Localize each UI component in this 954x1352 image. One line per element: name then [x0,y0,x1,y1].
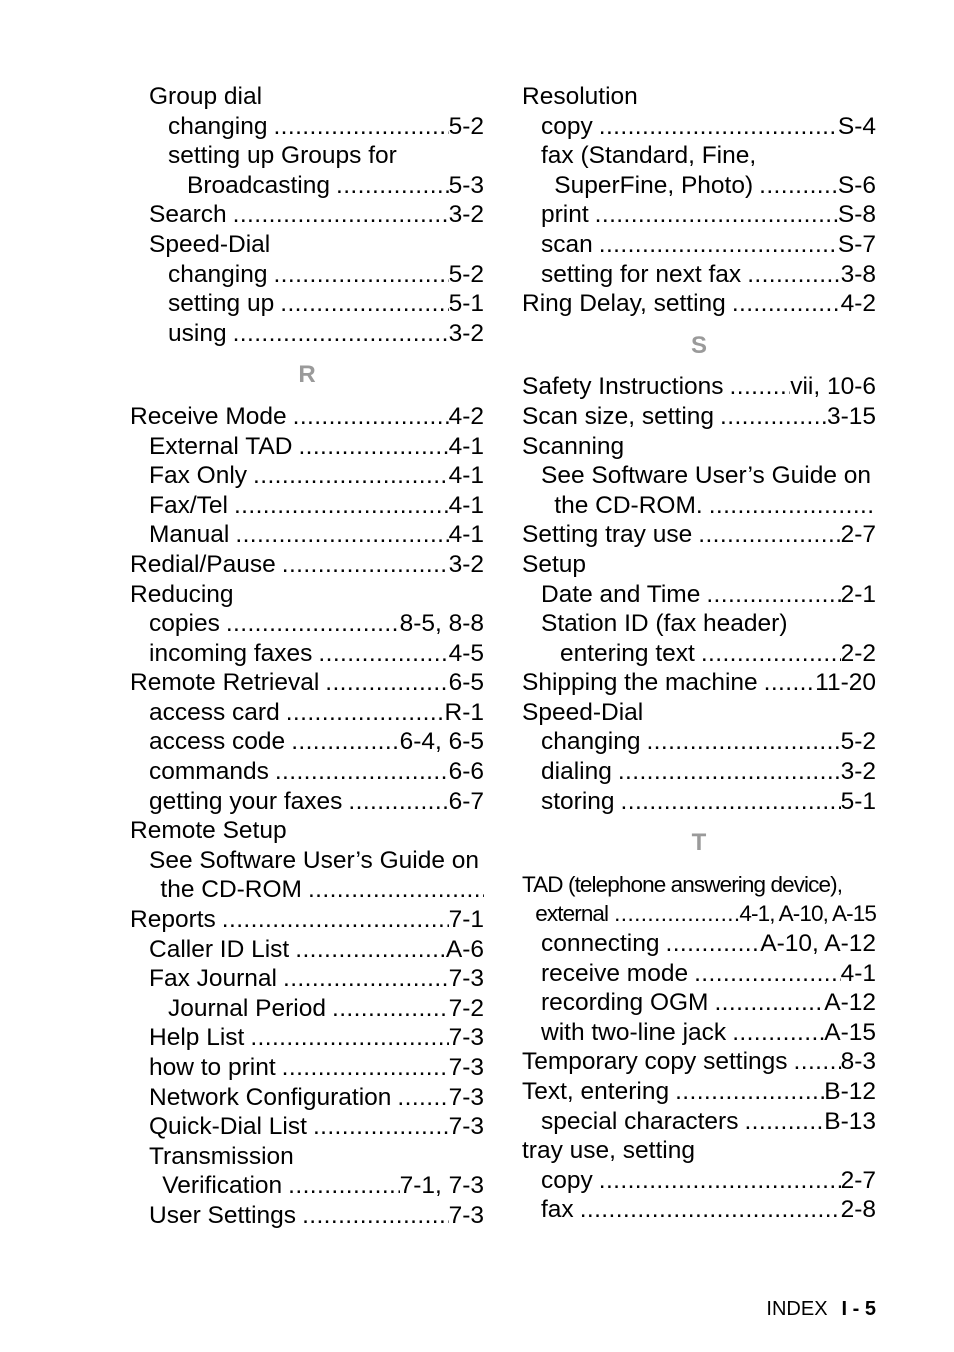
page-reference: 4-1, A-10, A-15 [739,901,876,927]
index-entry [130,580,484,610]
dot-leader [599,112,838,142]
page-reference: 5-2 [840,728,876,756]
index-entry [522,870,876,900]
index-term: Speed-Dial [522,698,644,726]
section-letter-heading: T [691,829,707,857]
index-term: external [535,901,609,927]
index-term: Verification [162,1172,283,1200]
index-term: Station ID (fax header) [541,610,788,638]
index-term: storing [541,787,615,815]
dot-leader [348,787,448,817]
index-entry [130,1083,484,1113]
page-reference: 2-2 [840,639,876,667]
page-reference: 8-5, 8-8 [399,610,484,638]
index-term: Scan size, setting [522,402,715,430]
index-term: changing [541,728,641,756]
index-term: Group dial [149,83,263,110]
page-reference: R-1 [444,698,484,726]
index-term: Search [149,201,227,229]
page-reference: 7-3 [448,1201,484,1229]
index-entry [130,609,484,639]
index-term: Speed-Dial [149,230,271,258]
index-term: using [168,319,227,347]
dot-leader [253,461,449,491]
index-entry [130,112,484,142]
page-reference: 6-7 [448,787,484,815]
dot-leader [759,171,838,201]
index-entry [130,639,484,669]
dot-leader [325,668,448,698]
dot-leader [298,432,448,462]
page-reference: 5-3 [448,171,484,199]
index-entry [522,112,876,142]
section-gap [522,319,876,331]
index-term: print [541,201,589,229]
index-entry [522,929,876,959]
index-term: fax (Standard, Fine, [541,142,757,170]
page-reference: 3-2 [448,550,484,578]
page-reference: 2-7 [840,521,876,549]
dot-leader [235,520,448,550]
section-letter-heading: S [690,331,707,359]
dot-leader [720,402,827,432]
index-entry [130,319,484,349]
page-reference: 6-6 [448,758,484,786]
page-reference: 3-8 [840,260,876,288]
index-term: copies [149,610,220,638]
index-term: copy [541,112,593,140]
index-term: Safety Instructions [522,373,724,401]
index-term: access code [149,728,286,756]
dot-leader [595,200,838,230]
dot-leader [694,959,841,989]
index-entry [130,994,484,1024]
page-reference: 2-1 [840,580,876,608]
index-term: setting up Groups for [168,142,397,170]
index-entry [130,289,484,319]
dot-leader [291,727,399,757]
dot-leader [646,727,840,757]
index-term: how to print [149,1054,276,1081]
index-entry [522,402,876,432]
index-entry [130,200,484,230]
section-letter-heading: R [298,361,316,389]
page-reference: 5-1 [840,787,876,815]
dot-leader [621,787,841,817]
index-entry [522,1195,876,1225]
dot-leader [283,964,449,994]
index-term: with two-line jack [541,1018,727,1046]
index-entry [522,727,876,757]
dot-leader [313,1112,449,1142]
index-entry [522,289,876,319]
dot-leader [233,200,449,230]
index-entry [522,82,876,112]
page-reference: 7-1, 7-3 [399,1172,484,1200]
page-reference: A-12 [824,989,876,1017]
index-term: incoming faxes [149,639,313,667]
dot-leader [318,639,448,669]
index-entry [130,550,484,580]
dot-leader [698,520,840,550]
dot-leader [714,988,824,1018]
page-reference: 3-2 [448,201,484,229]
dot-leader [599,230,838,260]
page-reference: vii, 10-6 [790,373,876,401]
index-entry [522,491,876,521]
index-entry [522,372,876,402]
index-term: Remote Setup [130,817,287,845]
index-term: See Software User’s Guide on [541,462,872,490]
index-entry [522,171,876,201]
dot-leader [302,1201,449,1231]
index-entry [130,260,484,290]
index-term: Reducing [130,580,234,608]
index-entry [130,171,484,201]
page-reference: 4-1 [448,521,484,549]
index-term: changing [168,112,268,140]
page-reference: S-7 [837,230,876,258]
index-entry [522,520,876,550]
index-term: Fax Journal [149,965,278,993]
page-reference: 8-3 [840,1048,876,1076]
index-entry [522,609,876,639]
index-entry [522,698,876,728]
index-entry [130,668,484,698]
index-term: tray use, setting [522,1137,695,1165]
index-term: setting up [168,290,275,318]
page-reference: 3-2 [840,758,876,786]
dot-leader [618,757,841,787]
index-term: Transmission [149,1142,294,1170]
index-entry [130,432,484,462]
footer-page-number: I - 5 [841,1298,876,1320]
index-term: Scanning [522,432,625,460]
index-term: Quick-Dial List [149,1113,307,1141]
index-entry [130,520,484,550]
index-entry [130,698,484,728]
index-term: receive mode [541,959,689,987]
page-reference: 6-5 [448,669,484,697]
index-entry [522,899,876,929]
dot-leader [706,580,840,610]
page-reference: 2-8 [840,1196,876,1224]
index-term: scan [541,230,593,258]
index-term: Setting tray use [522,521,693,549]
index-entry [522,200,876,230]
index-entry [522,461,876,491]
index-term: SuperFine, Photo) [554,171,754,199]
index-term: Network Configuration [149,1083,392,1111]
index-term: Help List [149,1024,245,1052]
dot-leader [295,935,446,965]
dot-leader [794,1047,841,1077]
index-entry [522,141,876,171]
index-term: special characters [541,1107,739,1135]
index-entry [130,846,484,876]
index-entry [522,787,876,817]
index-entry [522,580,876,610]
index-entry [130,757,484,787]
page-reference: 7-3 [448,1113,484,1141]
index-term: Ring Delay, setting [522,290,726,318]
index-column-left [130,82,484,1231]
index-entry [130,1201,484,1231]
dot-leader [730,372,791,402]
index-column-right [522,82,876,1225]
page-reference: 4-1 [448,432,484,460]
index-entry [522,757,876,787]
page-reference: 3-2 [448,319,484,347]
index-entry [130,461,484,491]
index-entry [522,432,876,462]
page-reference: 11-20 [815,669,876,697]
dot-leader [764,668,816,698]
dot-leader [336,171,449,201]
page-reference: 4-5 [448,639,484,667]
index-entry [130,1142,484,1172]
index-term: See Software User’s Guide on [149,846,480,874]
index-term: Caller ID List [149,935,290,963]
index-entry [130,816,484,846]
index-entry [130,82,484,112]
page-reference: S-4 [837,112,876,140]
index-entry [130,1023,484,1053]
page-reference: A-15 [824,1018,876,1046]
index-term: changing [168,260,268,288]
index-term: Temporary copy settings [522,1048,788,1076]
dot-leader [709,491,876,521]
index-term: Shipping the machine [522,669,758,697]
page-reference: 4-2 [448,402,484,430]
dot-leader [280,289,448,319]
index-term: commands [149,758,269,786]
footer-section-label: INDEX [766,1298,828,1320]
index-entry [130,402,484,432]
index-entry [522,230,876,260]
index-term: connecting [541,930,660,958]
dot-leader [732,289,841,319]
index-entry [522,959,876,989]
dot-leader [275,757,449,787]
index-entry [130,1171,484,1201]
dot-leader [293,402,449,432]
dot-leader [747,260,840,290]
dot-leader [273,260,448,290]
page-reference: 7-3 [448,965,484,993]
section-gap [130,390,484,402]
index-term: setting for next fax [541,260,742,288]
section-gap [522,816,876,828]
index-term: copy [541,1166,593,1194]
index-entry [522,1077,876,1107]
dot-leader [288,1171,399,1201]
dot-leader [282,550,449,580]
index-entry [130,875,484,905]
index-entry [522,1136,876,1166]
index-term: Remote Retrieval [130,669,320,697]
index-term: the CD-ROM. [554,491,703,519]
index-entry [130,727,484,757]
section-gap [130,348,484,360]
dot-leader [701,639,841,669]
dot-leader [250,1023,448,1053]
index-entry [522,260,876,290]
index-entry [522,668,876,698]
page-reference: B-13 [824,1107,876,1135]
dot-leader [614,899,739,929]
index-term: getting your faxes [149,787,343,815]
index-term: Manual [149,521,230,549]
index-term: dialing [541,758,612,786]
dot-leader [744,1107,824,1137]
index-entry [130,905,484,935]
page-reference: 5-2 [448,112,484,140]
index-term: the CD-ROM [160,876,302,904]
page-reference: 7-3 [448,1083,484,1111]
page-reference: 7-3 [448,1024,484,1052]
page-reference: S-6 [837,171,876,199]
index-entry [522,550,876,580]
index-term: Redial/Pause [130,550,276,578]
page-reference: 7-1 [448,906,484,934]
page-footer [766,1298,876,1321]
index-term: Reports [130,906,216,934]
page-reference: 2-7 [840,1166,876,1194]
dot-leader [233,319,449,349]
index-term: Broadcasting [187,171,331,199]
index-term: Resolution [522,83,638,110]
dot-leader [286,698,445,728]
index-entry [522,1107,876,1137]
index-term: entering text [560,639,695,667]
index-entry [130,1112,484,1142]
page-reference: 4-1 [448,462,484,490]
index-term: Setup [522,550,587,578]
index-entry [522,988,876,1018]
index-entry [522,1018,876,1048]
page-reference: 3-15 [826,402,876,430]
page-reference: A-10, A-12 [760,930,876,958]
dot-leader [308,875,484,905]
page-reference: 4-1 [448,491,484,519]
index-entry [130,787,484,817]
index-entry [130,935,484,965]
page-reference: 5-2 [448,260,484,288]
index-term: fax [541,1196,574,1224]
index-entry [130,141,484,171]
index-entry [130,1053,484,1083]
dot-leader [580,1195,841,1225]
index-entry [522,1047,876,1077]
dot-leader [666,929,761,959]
dot-leader [397,1083,448,1113]
dot-leader [732,1018,824,1048]
page-reference: 7-3 [448,1054,484,1081]
index-term: recording OGM [541,989,709,1017]
index-term: access card [149,698,280,726]
page-reference: 4-2 [840,290,876,318]
index-entry [130,230,484,260]
page-reference: 5-1 [448,290,484,318]
page-reference: 6-4, 6-5 [399,728,484,756]
dot-leader [234,491,449,521]
dot-leader [273,112,448,142]
index-entry [130,491,484,521]
index-term: Fax Only [149,462,248,490]
page-reference: S-8 [837,201,876,229]
index-term: User Settings [149,1201,297,1229]
index-term: External TAD [149,432,293,460]
dot-leader [599,1166,841,1196]
index-term: Journal Period [168,994,326,1022]
index-entry [130,964,484,994]
index-term: TAD (telephone answering device), [522,871,843,897]
dot-leader [222,905,449,935]
index-term: Fax/Tel [149,491,228,519]
index-entry [522,639,876,669]
index-term: Date and Time [541,580,701,608]
page-reference: B-12 [824,1078,876,1105]
dot-leader [675,1077,824,1107]
section-gap [522,360,876,372]
section-gap [522,858,876,870]
page-reference: A-6 [445,935,484,963]
dot-leader [282,1053,449,1083]
index-term: Receive Mode [130,402,287,430]
page-reference: 4-1 [840,959,876,987]
dot-leader [332,994,449,1024]
dot-leader [226,609,400,639]
index-term: Text, entering [522,1078,670,1105]
index-entry [522,1166,876,1196]
page-reference: 7-2 [448,994,484,1022]
